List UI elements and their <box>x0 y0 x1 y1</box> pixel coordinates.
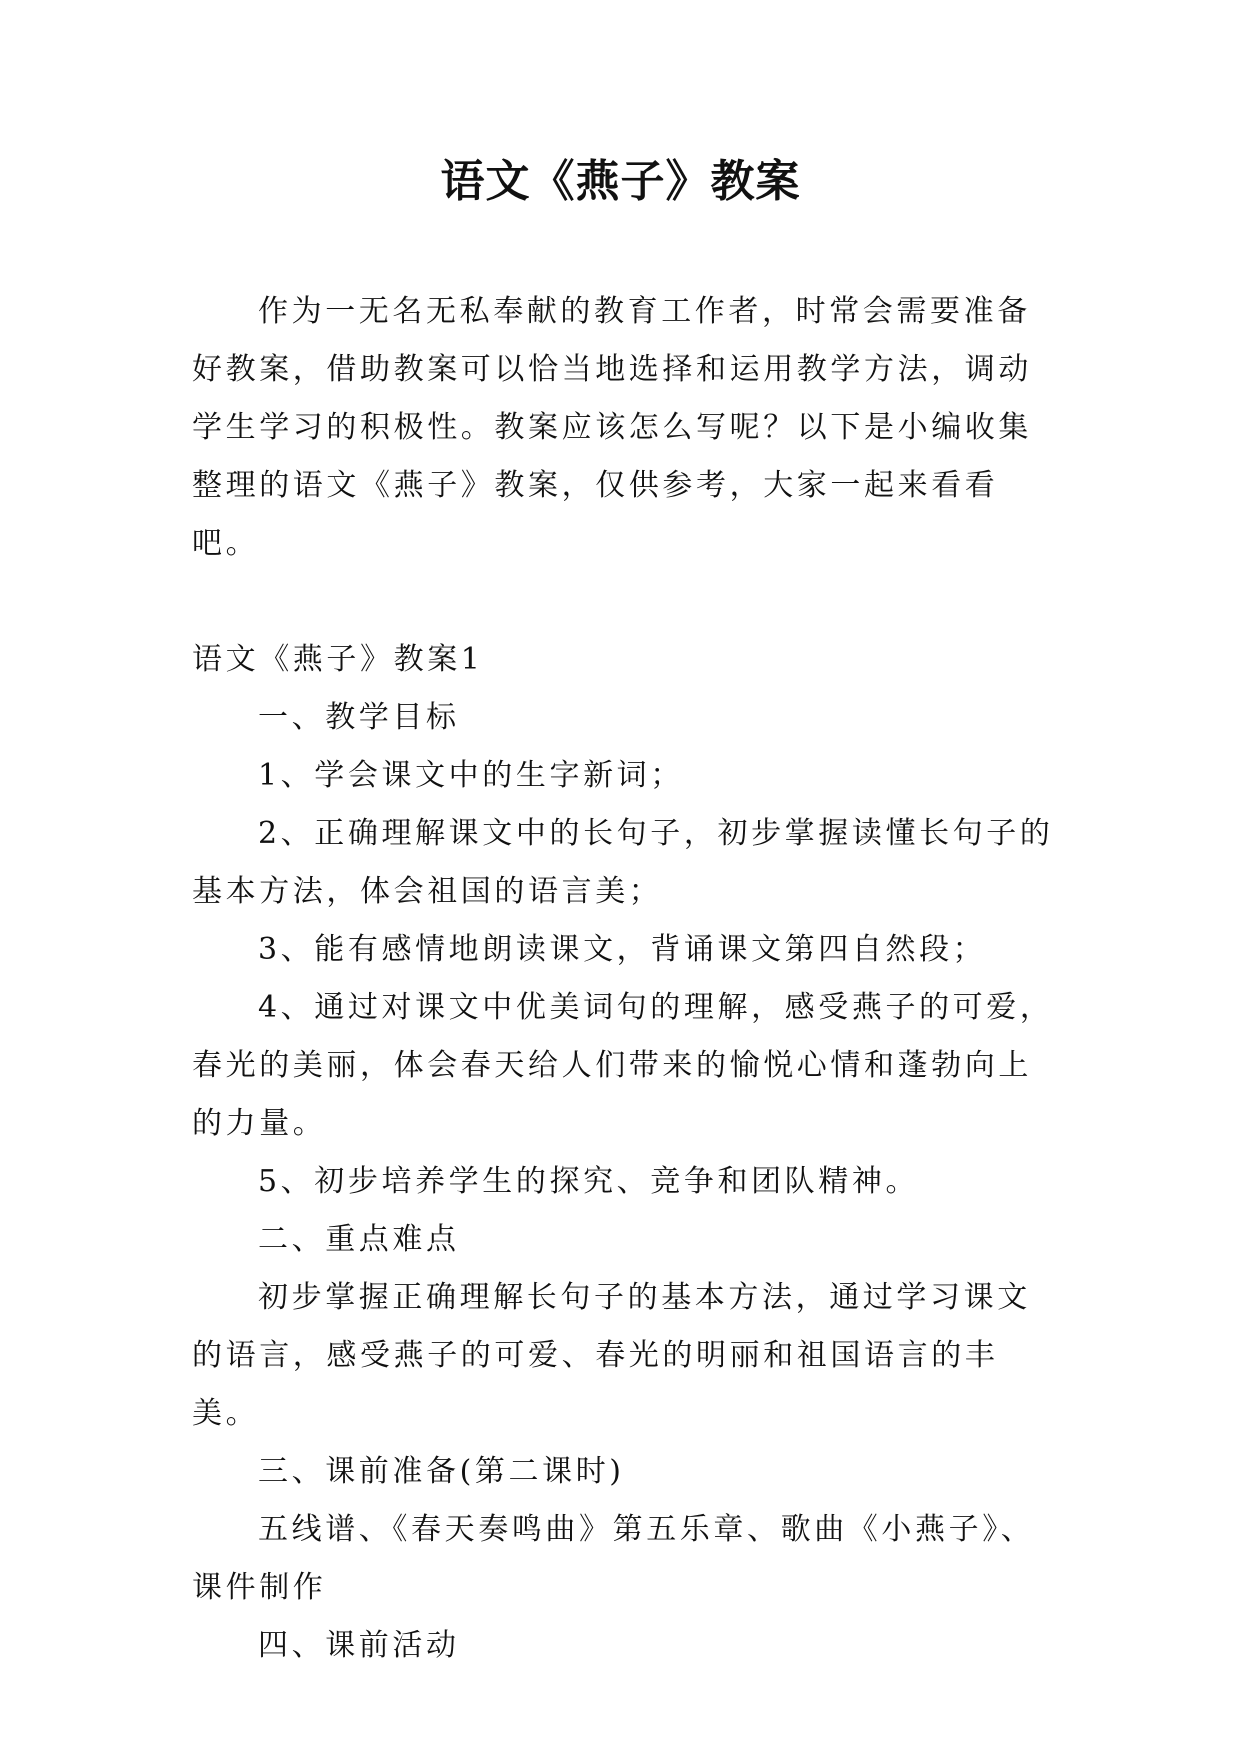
goal-item-1: 1、学会课文中的生字新词； <box>258 758 684 793</box>
goal-item-3: 3、能有感情地朗读课文，背诵课文第四自然段； <box>258 932 987 967</box>
goal-item-2: 2、正确理解课文中的长句子，初步掌握读懂长句子的基本方法，体会祖国的语言美； <box>192 816 1054 909</box>
preparation-text: 五线谱、《春天奏鸣曲》第五乐章、歌曲《小燕子》、课件制作 <box>192 1512 1035 1605</box>
heading-pre-class-activity: 四、课前活动 <box>258 1628 460 1663</box>
section-heading: 语文《燕子》教案1 <box>192 642 484 677</box>
heading-key-points: 二、重点难点 <box>258 1222 460 1257</box>
intro-paragraph: 作为一无名无私奉献的教育工作者，时常会需要准备好教案，借助教案可以恰当地选择和运用教学方法，调动学生学习的积极性。教案应该怎么写呢？以下是小编收集整理的语文《燕子》教案，仅供参考，大家一起来看看吧。 <box>192 294 1032 561</box>
document-title: 语文《燕子》教案 <box>440 156 801 207</box>
paragraph-gap <box>192 573 1054 631</box>
key-points-text: 初步掌握正确理解长句子的基本方法，通过学习课文的语言，感受燕子的可爱、春光的明丽和祖国语言的丰美。 <box>192 1280 1031 1431</box>
goal-item-5: 5、初步培养学生的探究、竞争和团队精神。 <box>258 1164 920 1199</box>
heading-preparation: 三、课前准备(第二课时) <box>258 1454 625 1489</box>
heading-teaching-goals: 一、教学目标 <box>258 700 460 735</box>
goal-item-4: 4、通过对课文中优美词句的理解，感受燕子的可爱，春光的美丽，体会春天给人们带来的愉悦心情和蓬勃向上的力量。 <box>192 990 1054 1141</box>
document-body <box>192 283 1054 1675</box>
